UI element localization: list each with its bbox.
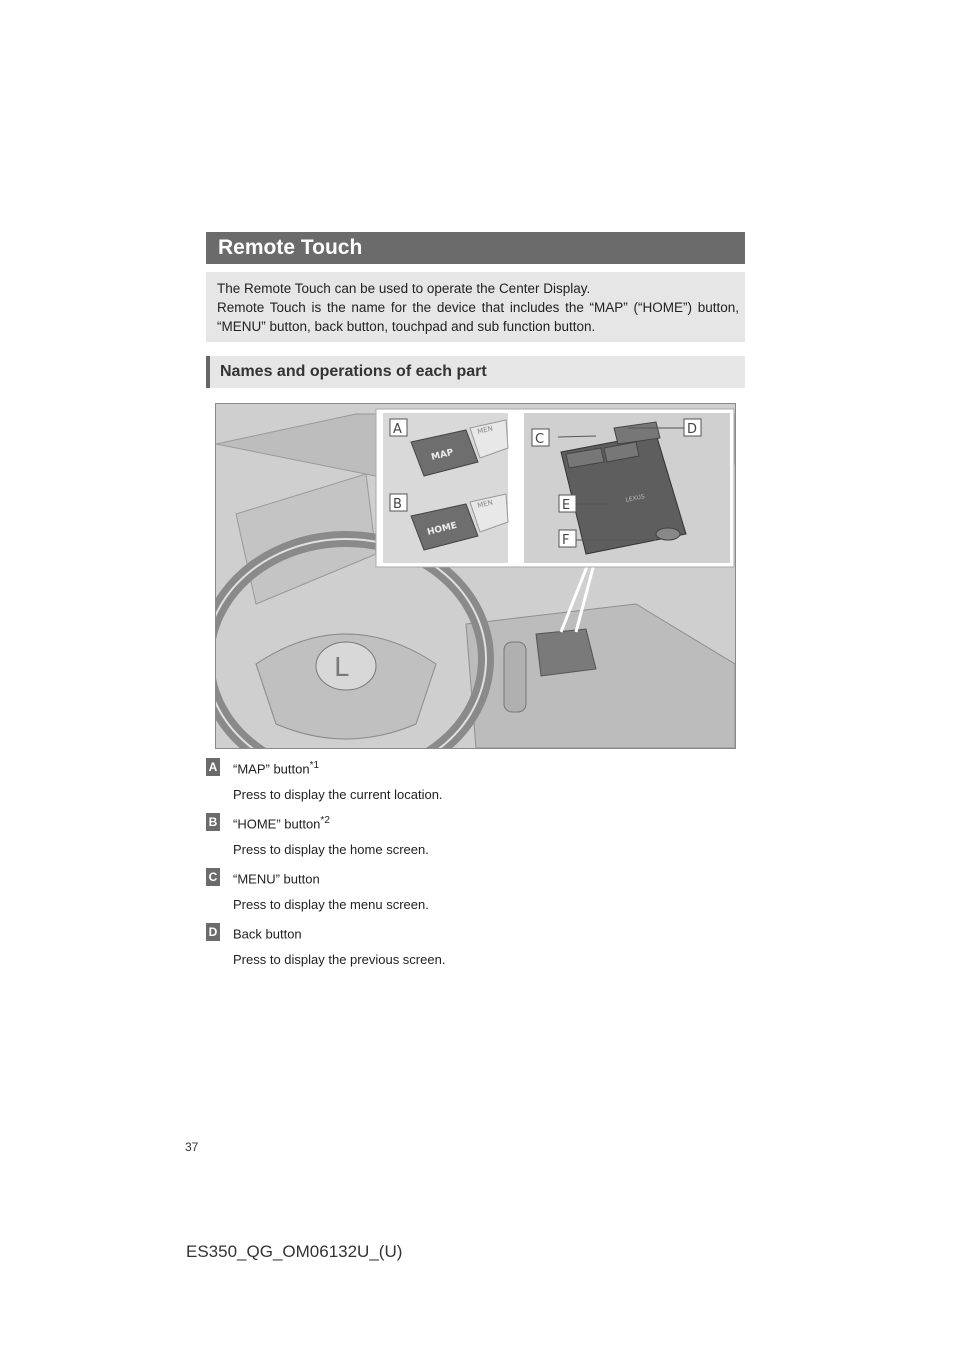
footnote-marker: *2	[320, 815, 330, 826]
intro-line-1: The Remote Touch can be used to operate the Center Display.	[217, 281, 591, 296]
callout-d	[684, 419, 701, 437]
item-description: Press to display the home screen.	[233, 842, 429, 857]
svg-text:F: F	[562, 533, 570, 548]
svg-text:L: L	[334, 653, 349, 683]
item-description: Press to display the current location.	[233, 787, 443, 802]
svg-text:D: D	[687, 422, 698, 437]
subsection-header	[206, 356, 745, 388]
badge-d: D	[206, 923, 220, 941]
map-label: MAP	[430, 447, 455, 463]
item-title: “MENU” button	[233, 871, 320, 887]
page-number: 37	[185, 1140, 199, 1154]
item-description: Press to display the menu screen.	[233, 897, 429, 912]
callout-c	[532, 429, 549, 447]
home-label: HOME	[426, 520, 459, 538]
callout-e	[559, 495, 576, 513]
intro-box	[206, 272, 745, 342]
section-title: Remote Touch	[218, 236, 363, 259]
subsection-title: Names and operations of each part	[220, 363, 487, 380]
svg-text:E: E	[562, 498, 571, 513]
menu-label-top: MEN	[476, 424, 494, 436]
badge-a: A	[206, 758, 220, 776]
remote-touch-illustration	[215, 403, 736, 749]
item-title: “HOME” button	[233, 816, 321, 832]
callout-a	[390, 419, 407, 437]
item-title: “MAP” button	[233, 761, 310, 777]
callout-f	[559, 530, 576, 548]
item-title: Back button	[233, 926, 302, 942]
callout-b	[390, 494, 407, 512]
cockpit-drawing	[216, 404, 735, 748]
menu-label-bottom: MEN	[476, 498, 494, 510]
svg-text:B: B	[393, 497, 402, 512]
intro-line-2: Remote Touch is the name for the device that includes the “MAP” (“HOME”) button, “MENU” button, back button, touchpad and sub function button.	[217, 300, 739, 334]
lexus-logo-text: LEXUS	[624, 493, 646, 504]
svg-text:C: C	[535, 432, 545, 447]
item-description: Press to display the previous screen.	[233, 952, 446, 967]
badge-b: B	[206, 813, 220, 831]
footnote-marker: *1	[309, 760, 320, 771]
document-code: ES350_QG_OM06132U_(U)	[186, 1242, 403, 1261]
badge-c: C	[206, 868, 220, 886]
section-header	[206, 232, 745, 264]
svg-text:A: A	[393, 422, 402, 437]
